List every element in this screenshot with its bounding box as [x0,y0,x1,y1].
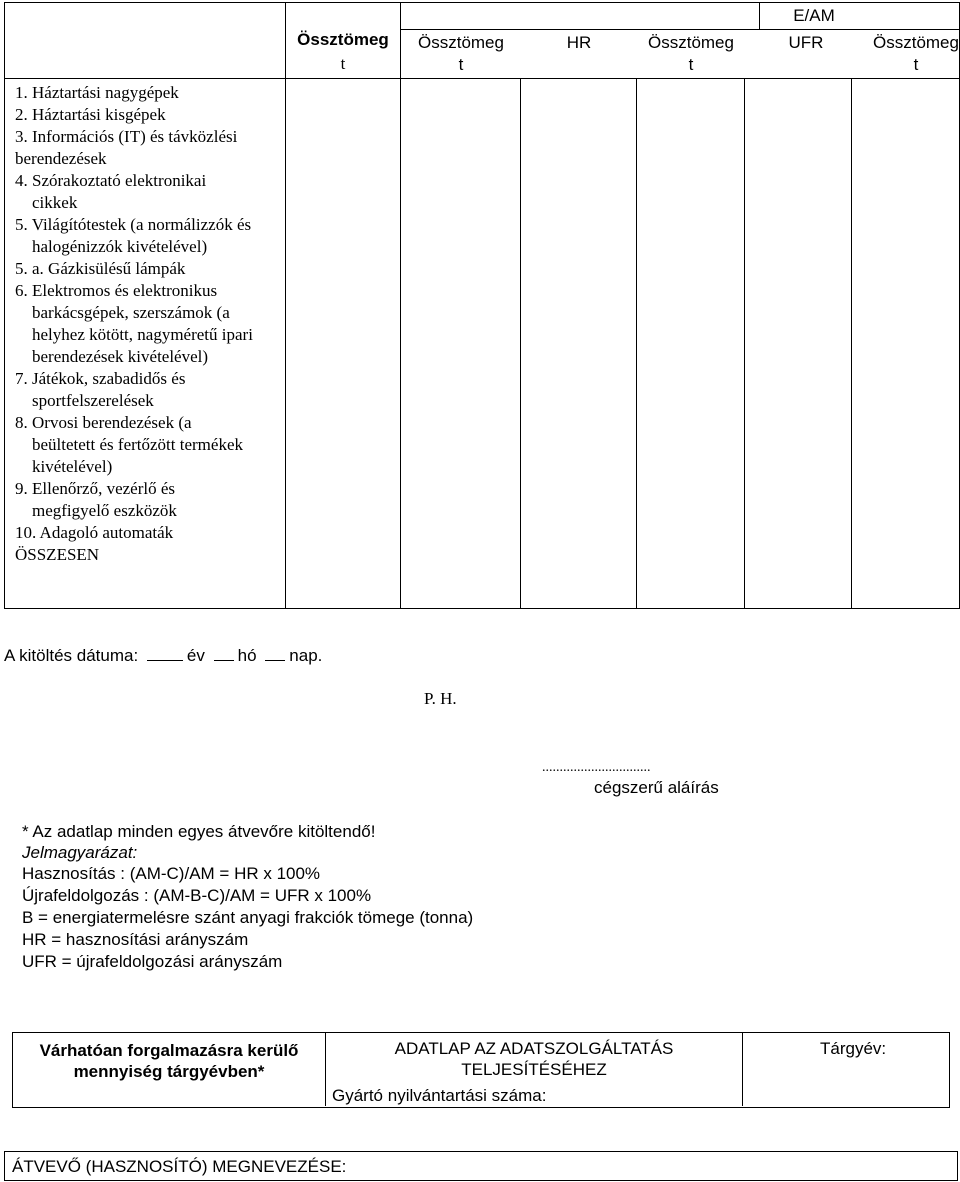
row-label: 5. a. Gázkisülésű lámpák [15,259,186,278]
data-cell[interactable] [521,79,637,609]
legend-line: HR = hasznosítási arányszám [22,930,249,949]
year-field[interactable] [147,645,183,661]
row-label: cikkek [32,193,78,212]
col2-label: Össztömeg [418,33,504,52]
row-label: kivételével) [32,457,113,476]
forecast-quantity-label [14,1040,324,1082]
row-label: 10. Adagoló automaták [15,523,174,542]
row-label: 2. Háztartási kisgépek [15,105,166,124]
form-title [326,1038,742,1080]
col5-label: UFR [788,33,824,52]
signature-dots: ............................... [542,760,651,775]
row-label: helyhez kötött, nagyméretű ipari [32,325,253,344]
header-empty-cell [5,3,286,79]
legend-note: * Az adatlap minden egyes átvevőre kitöltendő! [22,822,376,841]
registration-number-label: Gyártó nyilvántartási száma: [332,1086,547,1105]
col1-unit: t [340,54,346,73]
month-field[interactable] [214,645,234,661]
footer-divider [742,1032,743,1106]
row-label: berendezések [15,149,107,168]
legend-line: Újrafeldolgozás : (AM-B-C)/AM = UFR x 100% [22,886,372,905]
data-cell[interactable] [637,79,745,609]
month-label: hó [237,646,257,665]
signature-label: cégszerű aláírás [594,778,719,797]
row-label: megfigyelő eszközök [32,501,177,520]
stamp-placeholder: P. H. [424,689,457,708]
col4-unit: t [688,55,694,74]
row-label: barkácsgépek, szerszámok (a [32,303,230,322]
header-group [401,3,960,79]
data-cell[interactable] [745,79,852,609]
forecast-line: mennyiség tárgyévben* [73,1062,265,1081]
legend [22,820,473,973]
row-labels [5,79,286,609]
data-cell[interactable] [401,79,521,609]
header-col1 [286,3,401,79]
legend-line: B = energiatermelésre szánt anyagi frakciók tömege (tonna) [22,908,474,927]
form-title-line: TELJESÍTÉSÉHEZ [461,1060,607,1079]
data-table [4,2,960,609]
forecast-line: Várhatóan forgalmazásra kerülő [39,1041,299,1060]
col2-unit: t [458,55,464,74]
legend-line: UFR = újrafeldolgozási arányszám [22,952,283,971]
row-label: 3. Információs (IT) és távközlési [15,127,238,146]
row-label: ÖSSZESEN [15,545,100,564]
row-label: 5. Világítótestek (a normálizzók és [15,215,252,234]
col4-label: Össztömeg [648,33,734,52]
legend-title: Jelmagyarázat: [22,843,138,862]
col6-label: Össztömeg [873,33,959,52]
legend-line: Hasznosítás : (AM-C)/AM = HR x 100% [22,864,321,883]
row-label: 1. Háztartási nagygépek [15,83,179,102]
row-label: berendezések kivételével) [32,347,209,366]
row-label: halogénizzók kivételével) [32,237,208,256]
receiver-label: ÁTVEVŐ (HASZNOSÍTÓ) MEGNEVEZÉSE: [12,1157,347,1176]
ea-label: E/AM [759,3,868,29]
date-label: A kitöltés dátuma: [4,646,139,665]
day-label: nap. [289,646,323,665]
row-label: sportfelszerelések [32,391,154,410]
date-line [4,645,322,667]
form-title-line: ADATLAP AZ ADATSZOLGÁLTATÁS [394,1039,674,1058]
col6-unit: t [913,55,919,74]
row-label: 6. Elektromos és elektronikus [15,281,218,300]
row-label: 7. Játékok, szabadidős és [15,369,186,388]
year-label: év [186,646,205,665]
col1-label: Össztömeg [297,30,389,49]
row-label: 4. Szórakoztató elektronikai [15,171,207,190]
data-cell[interactable] [852,79,960,609]
row-label: beültetett és fertőzött termékek [32,435,243,454]
col3-label: HR [566,33,592,52]
data-cell[interactable] [286,79,401,609]
subject-year-label: Tárgyév: [820,1039,887,1058]
day-field[interactable] [265,645,285,661]
row-label: 9. Ellenőrző, vezérlő és [15,479,176,498]
row-label: 8. Orvosi berendezések (a [15,413,192,432]
